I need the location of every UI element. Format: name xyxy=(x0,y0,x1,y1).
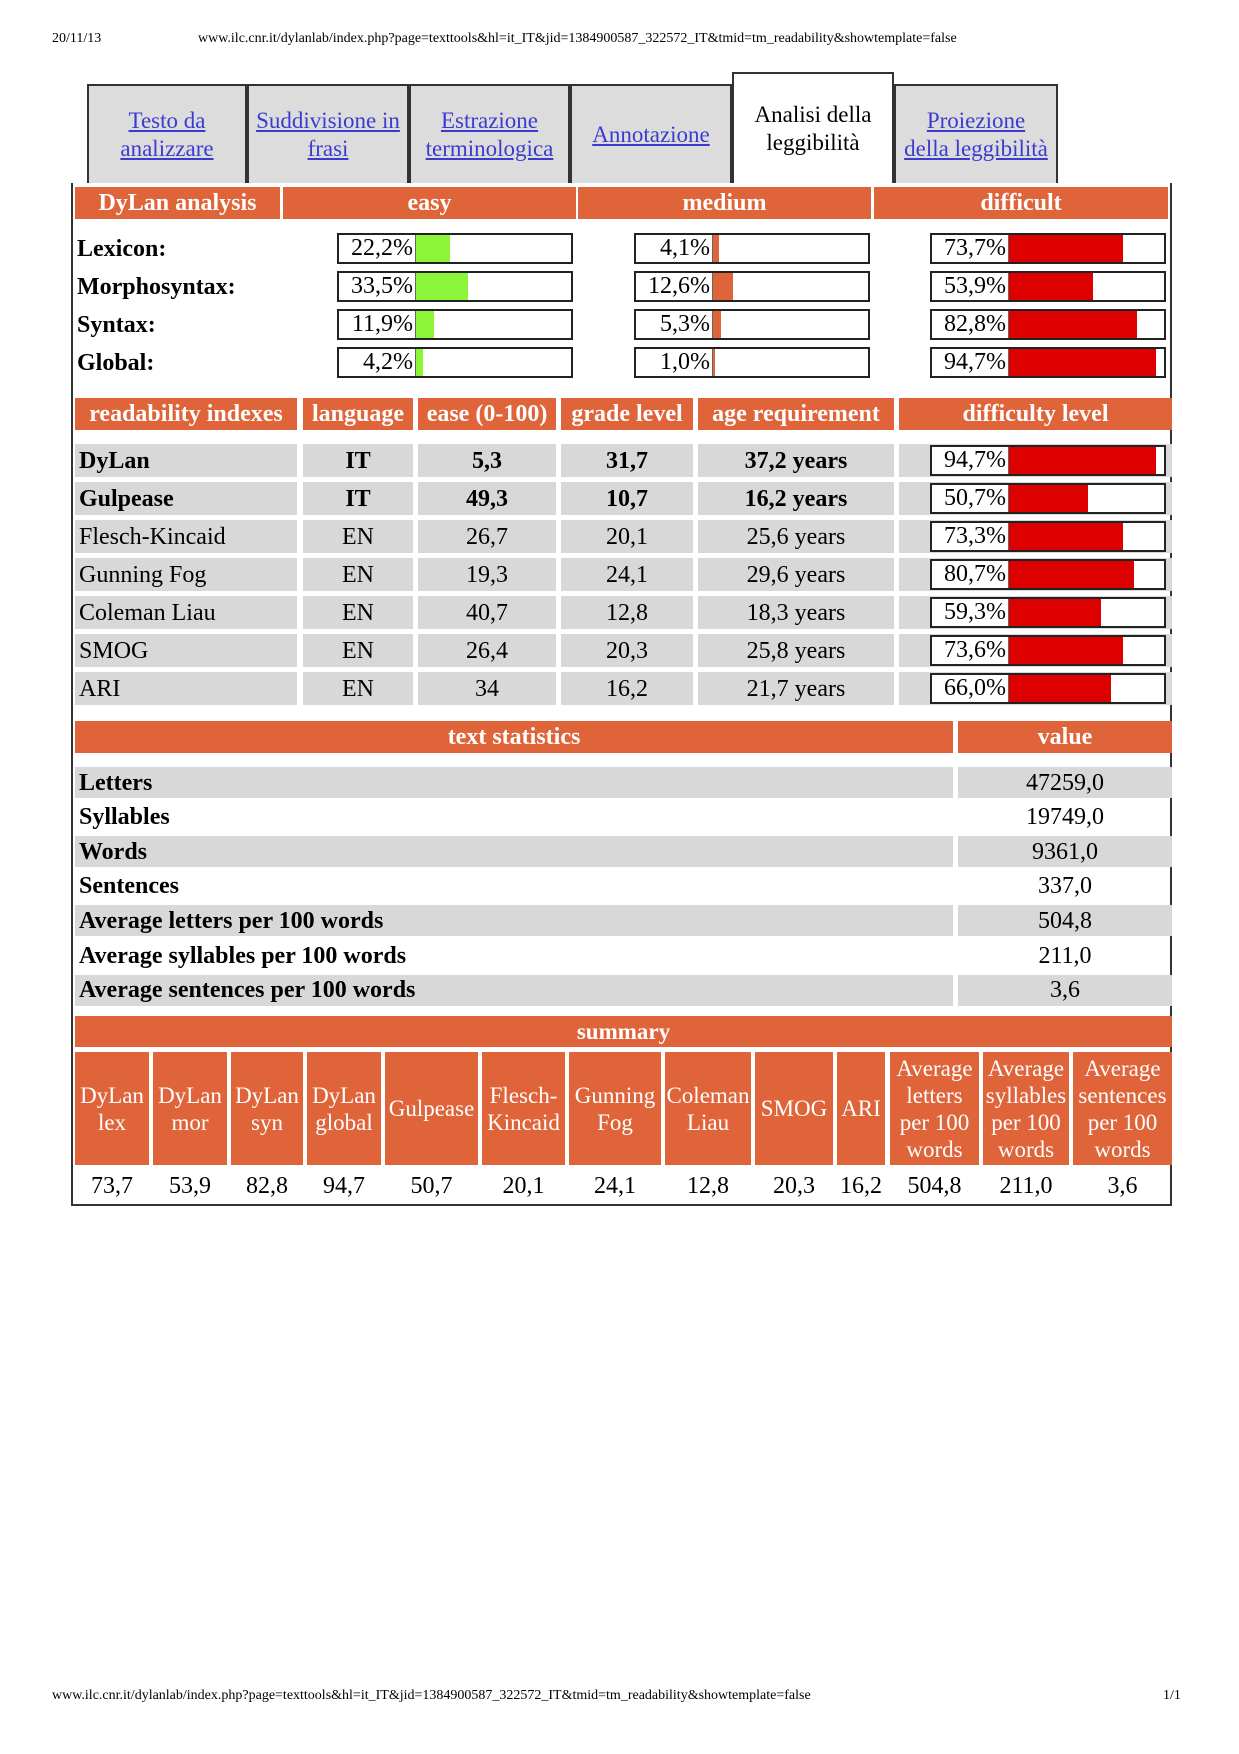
stat-label: Average syllables per 100 words xyxy=(79,942,407,969)
medium-bar-fill xyxy=(713,311,721,338)
index-name: Gulpease xyxy=(75,482,297,515)
easy-bar xyxy=(337,271,573,302)
easy-bar-fill xyxy=(416,311,434,338)
difficult-bar xyxy=(930,233,1166,264)
tab-analisi-della-leggibilita[interactable]: Analisi della leggibilità xyxy=(732,72,894,184)
index-name: Gunning Fog xyxy=(75,558,297,591)
medium-bar-percent: 12,6% xyxy=(648,273,710,299)
index-grade: 20,1 xyxy=(561,520,693,553)
difficulty-bar-track xyxy=(1008,599,1164,626)
index-language: EN xyxy=(303,596,413,629)
difficult-bar-track xyxy=(1008,349,1164,376)
easy-bar-fill xyxy=(416,235,450,262)
readability-header-2: ease (0-100) xyxy=(418,398,556,430)
easy-bar-track xyxy=(415,311,571,338)
stat-value: 9361,0 xyxy=(958,836,1172,867)
readability-header-0: readability indexes xyxy=(75,398,297,430)
summary-value: 20,1 xyxy=(502,1172,545,1199)
medium-bar-percent: 1,0% xyxy=(660,349,710,375)
medium-bar-track xyxy=(712,235,868,262)
index-age: 18,3 years xyxy=(698,596,894,629)
print-date: 20/11/13 xyxy=(52,31,102,46)
index-name: SMOG xyxy=(75,634,297,667)
readability-header-3: grade level xyxy=(561,398,693,430)
difficult-bar-fill xyxy=(1009,349,1156,376)
index-grade: 24,1 xyxy=(561,558,693,591)
dylan-analysis-header-1: easy xyxy=(283,187,576,219)
stat-value: 19749,0 xyxy=(1026,804,1104,831)
summary-column-header: DyLan global xyxy=(307,1052,381,1165)
stat-value: 47259,0 xyxy=(958,767,1172,798)
index-name: ARI xyxy=(75,672,297,705)
stat-label: Letters xyxy=(75,767,953,798)
index-grade: 12,8 xyxy=(561,596,693,629)
summary-value: 16,2 xyxy=(840,1172,882,1199)
difficulty-bar-percent: 73,6% xyxy=(944,637,1006,663)
difficult-bar-track xyxy=(1008,311,1164,338)
difficult-bar-fill xyxy=(1009,235,1123,262)
summary-column-header: Gunning Fog xyxy=(569,1052,661,1165)
dylan-analysis-header-0: DyLan analysis xyxy=(75,187,280,219)
difficulty-bar-percent: 80,7% xyxy=(944,561,1006,587)
difficulty-bar-fill xyxy=(1009,561,1134,588)
index-grade: 20,3 xyxy=(561,634,693,667)
difficult-bar-percent: 73,7% xyxy=(944,235,1006,261)
summary-value: 12,8 xyxy=(687,1172,729,1199)
index-ease: 26,7 xyxy=(418,520,556,553)
index-ease: 26,4 xyxy=(418,634,556,667)
value-header: value xyxy=(958,721,1172,753)
stat-label: Words xyxy=(75,836,953,867)
medium-bar xyxy=(634,271,870,302)
dylan-row-label: Lexicon: xyxy=(77,236,167,262)
tab-suddivisione-in-frasi[interactable]: Suddivisione in frasi xyxy=(247,84,409,184)
difficulty-bar xyxy=(930,635,1166,666)
index-language: EN xyxy=(303,520,413,553)
readability-header-1: language xyxy=(303,398,413,430)
index-name: DyLan xyxy=(75,444,297,477)
print-header-url: www.ilc.cnr.it/dylanlab/index.php?page=texttools&hl=it_IT&jid=1384900587_322572_IT&tmid=tm_readability&showtemplate=false xyxy=(198,31,957,46)
difficult-bar-track xyxy=(1008,235,1164,262)
medium-bar-fill xyxy=(713,273,733,300)
stat-value: 211,0 xyxy=(1038,942,1092,969)
difficult-bar-track xyxy=(1008,273,1164,300)
stat-value: 504,8 xyxy=(958,905,1172,936)
tab-proiezione-della-leggibilita[interactable]: Proiezione della leggibilità xyxy=(894,84,1058,184)
difficulty-bar-percent: 94,7% xyxy=(944,447,1006,473)
text-statistics-header: text statistics xyxy=(75,721,953,753)
stat-value: 337,0 xyxy=(1038,873,1092,900)
difficulty-bar-percent: 59,3% xyxy=(944,599,1006,625)
medium-bar xyxy=(634,347,870,378)
summary-column-header: DyLan syn xyxy=(231,1052,303,1165)
difficult-bar-percent: 53,9% xyxy=(944,273,1006,299)
easy-bar-percent: 11,9% xyxy=(351,311,413,337)
difficulty-bar xyxy=(930,483,1166,514)
summary-value: 82,8 xyxy=(246,1172,288,1199)
dylan-row-label: Global: xyxy=(77,350,155,376)
tab-annotazione[interactable]: Annotazione xyxy=(570,84,732,184)
print-page-number: 1/1 xyxy=(1163,1688,1181,1703)
summary-column-header: Flesch-Kincaid xyxy=(482,1052,565,1165)
readability-header-4: age requirement xyxy=(698,398,894,430)
easy-bar-fill xyxy=(416,349,423,376)
index-ease: 34 xyxy=(418,672,556,705)
easy-bar-track xyxy=(415,273,571,300)
summary-value: 73,7 xyxy=(91,1172,133,1199)
summary-value: 94,7 xyxy=(323,1172,365,1199)
stat-value: 3,6 xyxy=(958,975,1172,1006)
summary-value: 3,6 xyxy=(1107,1172,1138,1199)
difficulty-bar-track xyxy=(1008,485,1164,512)
difficult-bar xyxy=(930,347,1166,378)
easy-bar xyxy=(337,309,573,340)
index-ease: 19,3 xyxy=(418,558,556,591)
index-age: 25,6 years xyxy=(698,520,894,553)
index-age: 37,2 years xyxy=(698,444,894,477)
difficult-bar-fill xyxy=(1009,273,1093,300)
tab-testo-da-analizzare[interactable]: Testo da analizzare xyxy=(87,84,247,184)
difficulty-bar xyxy=(930,521,1166,552)
index-age: 16,2 years xyxy=(698,482,894,515)
summary-column-header: Average syllables per 100 words xyxy=(983,1052,1069,1165)
difficulty-bar-fill xyxy=(1009,599,1101,626)
difficulty-bar xyxy=(930,559,1166,590)
easy-bar-fill xyxy=(416,273,468,300)
summary-value: 504,8 xyxy=(907,1172,962,1199)
medium-bar-track xyxy=(712,349,868,376)
summary-value: 50,7 xyxy=(410,1172,453,1199)
difficult-bar-percent: 82,8% xyxy=(944,311,1006,337)
index-language: EN xyxy=(303,558,413,591)
difficulty-bar xyxy=(930,597,1166,628)
index-age: 29,6 years xyxy=(698,558,894,591)
difficulty-bar-track xyxy=(1008,561,1164,588)
difficulty-bar-percent: 50,7% xyxy=(944,485,1006,511)
dylan-analysis-header-2: medium xyxy=(578,187,871,219)
difficulty-bar-fill xyxy=(1009,485,1088,512)
index-language: EN xyxy=(303,634,413,667)
difficulty-bar-track xyxy=(1008,637,1164,664)
difficulty-bar-fill xyxy=(1009,447,1156,474)
easy-bar xyxy=(337,233,573,264)
difficult-bar xyxy=(930,309,1166,340)
summary-column-header: DyLan mor xyxy=(153,1052,227,1165)
summary-column-header: Gulpease xyxy=(385,1052,478,1165)
summary-value: 24,1 xyxy=(594,1172,636,1199)
medium-bar-track xyxy=(712,273,868,300)
medium-bar-fill xyxy=(713,235,719,262)
index-grade: 31,7 xyxy=(561,444,693,477)
difficult-bar-percent: 94,7% xyxy=(944,349,1006,375)
index-name: Coleman Liau xyxy=(75,596,297,629)
difficult-bar-fill xyxy=(1009,311,1137,338)
easy-bar-percent: 22,2% xyxy=(351,235,413,261)
medium-bar-percent: 4,1% xyxy=(660,235,710,261)
medium-bar xyxy=(634,309,870,340)
difficulty-bar-track xyxy=(1008,447,1164,474)
summary-value: 53,9 xyxy=(169,1172,211,1199)
summary-value: 211,0 xyxy=(999,1172,1053,1199)
index-age: 25,8 years xyxy=(698,634,894,667)
easy-bar-percent: 4,2% xyxy=(363,349,413,375)
tab-bar xyxy=(87,72,1058,184)
stat-label: Average sentences per 100 words xyxy=(75,975,953,1006)
stat-label: Average letters per 100 words xyxy=(75,905,953,936)
summary-column-header: Average letters per 100 words xyxy=(890,1052,979,1165)
index-language: IT xyxy=(303,482,413,515)
stat-label: Sentences xyxy=(79,873,179,900)
dylan-analysis-header-3: difficult xyxy=(874,187,1168,219)
dylan-row-label: Morphosyntax: xyxy=(77,274,236,300)
dylan-row-label: Syntax: xyxy=(77,312,156,338)
index-ease: 40,7 xyxy=(418,596,556,629)
index-language: EN xyxy=(303,672,413,705)
easy-bar-track xyxy=(415,235,571,262)
summary-header: summary xyxy=(75,1016,1172,1047)
difficult-bar xyxy=(930,271,1166,302)
difficulty-bar xyxy=(930,445,1166,476)
readability-header-5: difficulty level xyxy=(899,398,1172,430)
index-age: 21,7 years xyxy=(698,672,894,705)
index-grade: 16,2 xyxy=(561,672,693,705)
difficulty-bar-fill xyxy=(1009,523,1123,550)
easy-bar-percent: 33,5% xyxy=(351,273,413,299)
easy-bar xyxy=(337,347,573,378)
difficulty-bar xyxy=(930,673,1166,704)
medium-bar-fill xyxy=(713,349,715,376)
print-footer-url: www.ilc.cnr.it/dylanlab/index.php?page=texttools&hl=it_IT&jid=1384900587_322572_IT&tmid=tm_readability&showtemplate=false xyxy=(52,1688,811,1703)
difficulty-bar-percent: 73,3% xyxy=(944,523,1006,549)
index-name: Flesch-Kincaid xyxy=(75,520,297,553)
medium-bar xyxy=(634,233,870,264)
stat-label: Syllables xyxy=(79,804,170,831)
difficulty-bar-track xyxy=(1008,675,1164,702)
medium-bar-percent: 5,3% xyxy=(660,311,710,337)
summary-value: 20,3 xyxy=(773,1172,815,1199)
difficulty-bar-fill xyxy=(1009,637,1123,664)
summary-column-header: ARI xyxy=(837,1052,885,1165)
difficulty-bar-track xyxy=(1008,523,1164,550)
index-ease: 5,3 xyxy=(418,444,556,477)
summary-column-header: DyLan lex xyxy=(75,1052,149,1165)
summary-column-header: Coleman Liau xyxy=(665,1052,751,1165)
index-ease: 49,3 xyxy=(418,482,556,515)
summary-column-header: SMOG xyxy=(755,1052,833,1165)
easy-bar-track xyxy=(415,349,571,376)
difficulty-bar-percent: 66,0% xyxy=(944,675,1006,701)
medium-bar-track xyxy=(712,311,868,338)
summary-column-header: Average sentences per 100 words xyxy=(1073,1052,1172,1165)
index-grade: 10,7 xyxy=(561,482,693,515)
difficulty-bar-fill xyxy=(1009,675,1111,702)
tab-estrazione-terminologica[interactable]: Estrazione terminologica xyxy=(409,84,570,184)
index-language: IT xyxy=(303,444,413,477)
